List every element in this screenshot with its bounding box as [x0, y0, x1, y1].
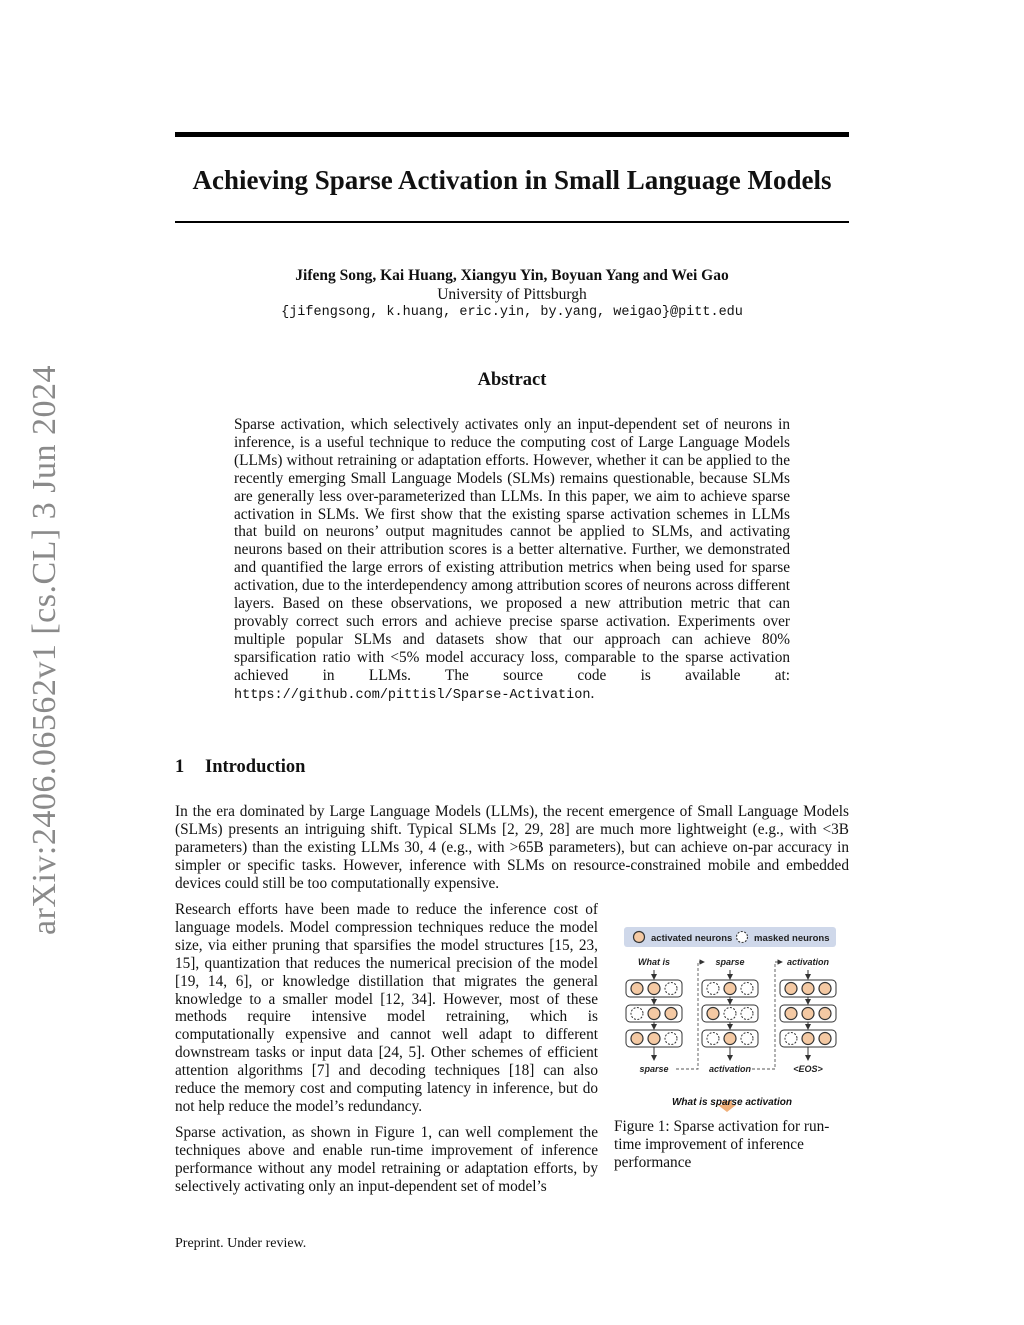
title-bottom-rule: [175, 221, 849, 223]
abstract-heading: Abstract: [477, 370, 547, 390]
activated-neuron: [648, 1008, 660, 1020]
masked-neuron: [707, 983, 719, 995]
intro-paragraph-3: Sparse activation, as shown in Figure 1, can well complement the techniques above and enable run-time improvement of inference performance without any model retraining or adaptation efforts, by selectively activating only an input-dependent set of model’s: [175, 1124, 598, 1195]
paper-affiliation: University of Pittsburgh: [437, 286, 587, 303]
abstract-body: [234, 416, 790, 705]
section-heading-introduction: [175, 755, 305, 779]
activated-neuron: [631, 983, 643, 995]
abstract-text: Sparse activation, which selectively activates only an input-dependent set of neurons in inference, is a useful technique to reduce the computing cost of Large Language Models (LLMs) without retraining or adaptation efforts. However, whether it can be applied to the recently emerging Small Language Models (SLMs) remains questionable, because SLMs are generally less over-parameterized than LLMs. In this paper, we aim to achieve sparse activation in SLMs. We first show that the existing sparse activation schemes in LLMs that build on neurons’ output magnitudes cannot be applied to SLMs, and activating neurons based on their attribution scores is a better alternative. Further, we demonstrated and quantified the large errors of existing attribution metrics when being used for sparse activation, due to the interdependency among attribution scores of neurons across different layers. Based on these observations, we proposed a new attribution metric that can provably correct such errors and achieve precise sparse activation. Experiments over multiple popular SLMs and datasets show that our approach can achieve 80% sparsification ratio with <5% model accuracy loss, comparable to the sparse activation achieved in LLMs. The source code is available at:: [234, 416, 790, 684]
activated-neuron: [648, 1033, 660, 1045]
legend-masked-icon: [737, 932, 748, 943]
activated-neuron: [819, 1008, 831, 1020]
activated-neuron: [648, 983, 660, 995]
activated-neuron: [631, 1033, 643, 1045]
figure-output-text: What is sparse activation: [671, 1097, 793, 1108]
col-bottom-label: <EOS>: [793, 1064, 823, 1074]
legend-masked-label: masked neurons: [754, 933, 830, 944]
intro-paragraph-1: In the era dominated by Large Language Models (LLMs), the recent emergence of Small Language Models (SLMs) presents an intriguing shift. Typical SLMs [2, 29, 28] are much more lightweight (e.g., with <3B parameters) than the existing LLMs 30, 4 (e.g., with >65B parameters), but can achieve on-par accuracy in simpler or specific tasks. However, inference with SLMs on resource-constrained mobile and embedded devices could still be too computationally expensive.: [175, 803, 849, 892]
section-number: 1: [175, 757, 185, 777]
col-top-label: What is: [637, 957, 671, 967]
activated-neuron: [724, 1033, 736, 1045]
activated-neuron: [802, 1033, 814, 1045]
masked-neuron: [707, 1033, 719, 1045]
col-bottom-label: activation: [708, 1064, 752, 1074]
activated-neuron: [707, 1008, 719, 1020]
arxiv-id: arXiv:2406.06562v1 [cs.CL] 3 Jun 2024: [26, 364, 63, 936]
figure-1-diagram: [614, 922, 850, 1112]
col-bottom-label: sparse: [639, 1064, 669, 1074]
col-top-label: sparse: [715, 957, 745, 967]
activated-neuron: [819, 1033, 831, 1045]
activated-neuron: [724, 983, 736, 995]
col-top-label: activation: [786, 957, 830, 967]
masked-neuron: [741, 1033, 753, 1045]
masked-neuron: [741, 983, 753, 995]
activated-neuron: [665, 1008, 677, 1020]
activated-neuron: [785, 1008, 797, 1020]
masked-neuron: [724, 1008, 736, 1020]
intro-paragraph-2: Research efforts have been made to reduce the inference cost of language models. Model compression techniques reduce the model size, via either pruning that sparsifies the model structures [15, 23, 15], quantization that reduces the numerical precision of the model [19, 14, 6], or knowledge distillation that migrates the general knowledge to a smaller model [12, 34]. However, most of these methods require intensive model retraining, which is computationally expensive and cannot well adapt to different downstream tasks or input data [24, 5]. Other schemes of efficient attention algorithms [7] and decoding techniques [18] can also reduce the memory cost and computing latency in inference, but do not help reduce the model’s redundancy.: [175, 901, 598, 1115]
figure-1-caption: Figure 1: Sparse activation for run-time improvement of inference performance: [614, 1118, 830, 1171]
masked-neuron: [741, 1008, 753, 1020]
code-link[interactable]: https://github.com/pittisl/Sparse-Activation: [234, 687, 591, 703]
paper-authors: Jifeng Song, Kai Huang, Xiangyu Yin, Boyuan Yang and Wei Gao: [295, 267, 729, 284]
figure-1: [614, 922, 850, 1112]
legend-activated-label: activated neurons: [651, 933, 733, 944]
paper-emails: {jifengsong, k.huang, eric.yin, by.yang, weigao}@pitt.edu: [281, 305, 743, 320]
abstract-end: .: [590, 684, 595, 702]
masked-neuron: [665, 983, 677, 995]
paper-title: Achieving Sparse Activation in Small Language Models: [192, 165, 832, 195]
activated-neuron: [819, 983, 831, 995]
footer-note: Preprint. Under review.: [175, 1236, 307, 1251]
masked-neuron: [785, 1033, 797, 1045]
activated-neuron: [802, 1008, 814, 1020]
section-title: Introduction: [205, 757, 306, 777]
masked-neuron: [665, 1033, 677, 1045]
legend-activated-icon: [634, 932, 645, 943]
masked-neuron: [631, 1008, 643, 1020]
activated-neuron: [802, 983, 814, 995]
title-top-rule: [175, 132, 849, 137]
activated-neuron: [785, 983, 797, 995]
